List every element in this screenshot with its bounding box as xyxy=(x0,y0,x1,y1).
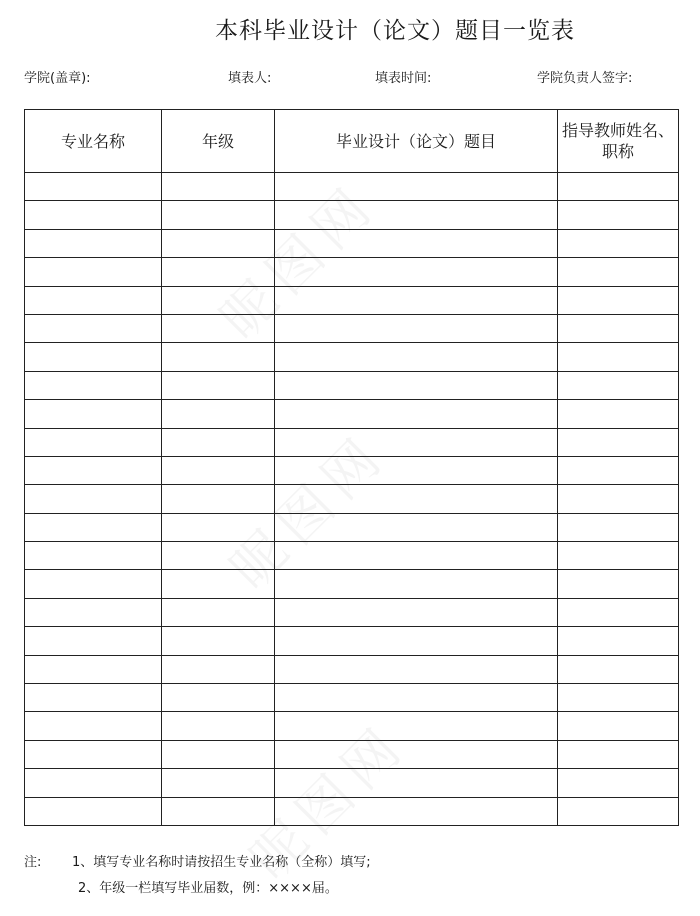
table-row xyxy=(25,542,679,570)
table-row xyxy=(25,201,679,229)
table-cell[interactable] xyxy=(558,400,679,428)
table-cell[interactable] xyxy=(558,797,679,825)
table-cell[interactable] xyxy=(25,769,162,797)
table-cell[interactable] xyxy=(25,229,162,257)
table-cell[interactable] xyxy=(162,684,275,712)
table-cell[interactable] xyxy=(275,684,558,712)
table-cell[interactable] xyxy=(558,286,679,314)
table-cell[interactable] xyxy=(275,797,558,825)
table-cell[interactable] xyxy=(275,712,558,740)
table-body xyxy=(25,173,679,826)
table-cell[interactable] xyxy=(275,542,558,570)
table-row xyxy=(25,570,679,598)
table-cell[interactable] xyxy=(275,173,558,201)
table-cell[interactable] xyxy=(162,201,275,229)
table-cell[interactable] xyxy=(162,598,275,626)
table-row xyxy=(25,598,679,626)
table-cell[interactable] xyxy=(162,371,275,399)
table-cell[interactable] xyxy=(162,428,275,456)
table-row xyxy=(25,797,679,825)
header-thesis-title: 毕业设计（论文）题目 xyxy=(275,110,558,173)
table-cell[interactable] xyxy=(162,314,275,342)
table-cell[interactable] xyxy=(558,542,679,570)
table-cell[interactable] xyxy=(275,769,558,797)
table-cell[interactable] xyxy=(25,513,162,541)
table-cell[interactable] xyxy=(162,229,275,257)
table-cell[interactable] xyxy=(25,371,162,399)
table-row xyxy=(25,684,679,712)
table-row xyxy=(25,513,679,541)
table-cell[interactable] xyxy=(275,740,558,768)
table-cell[interactable] xyxy=(558,428,679,456)
topic-table xyxy=(24,109,679,826)
table-row xyxy=(25,314,679,342)
table-cell[interactable] xyxy=(25,684,162,712)
table-cell[interactable] xyxy=(25,570,162,598)
table-row xyxy=(25,627,679,655)
college-stamp-label: 学院(盖章): xyxy=(24,71,91,86)
table-row xyxy=(25,428,679,456)
table-cell[interactable] xyxy=(25,400,162,428)
table-cell[interactable] xyxy=(162,343,275,371)
page-title: 本科毕业设计（论文）题目一览表 xyxy=(215,18,575,44)
table-cell[interactable] xyxy=(162,456,275,484)
table-cell[interactable] xyxy=(25,428,162,456)
table-row xyxy=(25,371,679,399)
table-cell[interactable] xyxy=(25,655,162,683)
table-cell[interactable] xyxy=(558,485,679,513)
table-cell[interactable] xyxy=(558,655,679,683)
table-cell[interactable] xyxy=(162,740,275,768)
notes-label: 注: xyxy=(24,855,42,870)
table-cell[interactable] xyxy=(558,684,679,712)
table-cell[interactable] xyxy=(25,286,162,314)
table-cell[interactable] xyxy=(558,314,679,342)
table-row xyxy=(25,343,679,371)
table-cell[interactable] xyxy=(162,655,275,683)
table-cell[interactable] xyxy=(25,173,162,201)
table-cell[interactable] xyxy=(25,258,162,286)
table-cell[interactable] xyxy=(275,655,558,683)
table-cell[interactable] xyxy=(162,712,275,740)
table-cell[interactable] xyxy=(275,456,558,484)
header-advisor: 指导教师姓名、职称 xyxy=(558,110,679,173)
note-item: 2、年级一栏填写毕业届数，例：××××届。 xyxy=(78,881,338,896)
table-cell[interactable] xyxy=(25,456,162,484)
table-cell[interactable] xyxy=(162,485,275,513)
table-cell[interactable] xyxy=(25,485,162,513)
table-cell[interactable] xyxy=(25,797,162,825)
table-cell[interactable] xyxy=(162,173,275,201)
table-cell[interactable] xyxy=(25,343,162,371)
table-row xyxy=(25,485,679,513)
table-cell[interactable] xyxy=(275,343,558,371)
table-cell[interactable] xyxy=(558,258,679,286)
table-row xyxy=(25,712,679,740)
table-cell[interactable] xyxy=(275,201,558,229)
table-cell[interactable] xyxy=(275,627,558,655)
table-cell[interactable] xyxy=(25,598,162,626)
table-row xyxy=(25,286,679,314)
table-cell[interactable] xyxy=(558,371,679,399)
table-cell[interactable] xyxy=(275,598,558,626)
table-cell[interactable] xyxy=(275,258,558,286)
table-cell[interactable] xyxy=(275,229,558,257)
table-cell[interactable] xyxy=(275,286,558,314)
fill-time-label: 填表时间: xyxy=(375,71,432,86)
table-cell[interactable] xyxy=(558,456,679,484)
table-row xyxy=(25,740,679,768)
table-cell[interactable] xyxy=(275,513,558,541)
table-cell[interactable] xyxy=(275,570,558,598)
header-grade: 年级 xyxy=(162,110,275,173)
table-row xyxy=(25,258,679,286)
table-cell[interactable] xyxy=(25,314,162,342)
table-cell[interactable] xyxy=(275,371,558,399)
table-cell[interactable] xyxy=(558,173,679,201)
filler-label: 填表人: xyxy=(228,71,272,86)
table-cell[interactable] xyxy=(25,627,162,655)
table-row xyxy=(25,400,679,428)
table-cell[interactable] xyxy=(558,570,679,598)
table-cell[interactable] xyxy=(25,201,162,229)
table-cell[interactable] xyxy=(558,343,679,371)
table-row xyxy=(25,769,679,797)
table-cell[interactable] xyxy=(558,229,679,257)
table-cell[interactable] xyxy=(25,740,162,768)
header-major-name: 专业名称 xyxy=(25,110,162,173)
table-cell[interactable] xyxy=(275,485,558,513)
table-cell[interactable] xyxy=(558,769,679,797)
table-cell[interactable] xyxy=(558,598,679,626)
table-header-row xyxy=(25,110,679,173)
table-row xyxy=(25,229,679,257)
table-cell[interactable] xyxy=(162,542,275,570)
table-cell[interactable] xyxy=(275,314,558,342)
note-item: 1、填写专业名称时请按招生专业名称（全称）填写; xyxy=(72,855,371,870)
table-row xyxy=(25,173,679,201)
table-cell[interactable] xyxy=(162,627,275,655)
table-cell[interactable] xyxy=(162,400,275,428)
table-cell[interactable] xyxy=(162,286,275,314)
table-cell[interactable] xyxy=(558,513,679,541)
table-row xyxy=(25,655,679,683)
table-cell[interactable] xyxy=(25,712,162,740)
table-cell[interactable] xyxy=(275,428,558,456)
table-cell[interactable] xyxy=(275,400,558,428)
table-cell[interactable] xyxy=(162,769,275,797)
table-cell[interactable] xyxy=(558,627,679,655)
table-cell[interactable] xyxy=(558,712,679,740)
signature-label: 学院负责人签字: xyxy=(537,71,633,86)
table-cell[interactable] xyxy=(162,570,275,598)
table-cell[interactable] xyxy=(558,201,679,229)
table-cell[interactable] xyxy=(162,513,275,541)
table-cell[interactable] xyxy=(25,542,162,570)
notes xyxy=(24,850,371,902)
table-cell[interactable] xyxy=(558,740,679,768)
table-cell[interactable] xyxy=(162,258,275,286)
table-cell[interactable] xyxy=(162,797,275,825)
table-row xyxy=(25,456,679,484)
